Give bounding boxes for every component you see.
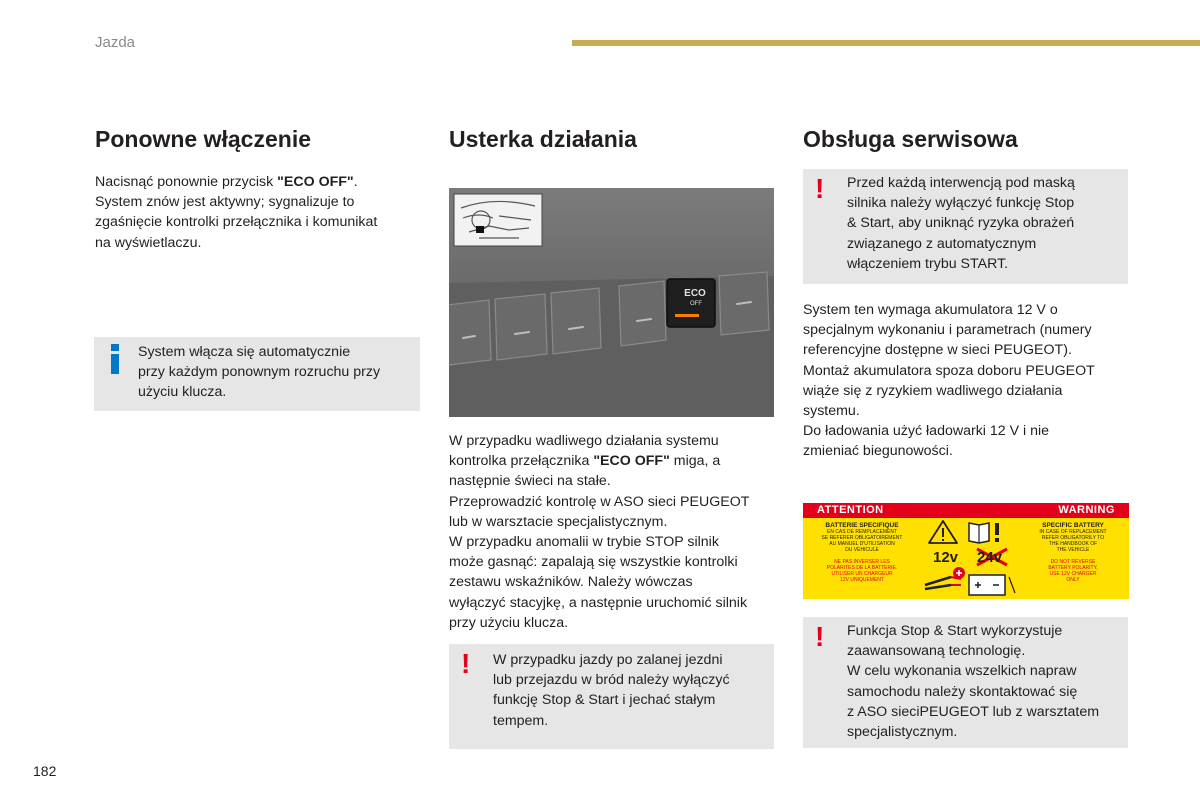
label-attention-text: ATTENTION — [817, 504, 884, 516]
warning-note-line: specjalistycznym. — [847, 724, 958, 741]
col2-text: następnie świeci na stałe. — [449, 473, 611, 490]
heading-ponowne-wlaczenie: Ponowne włączenie — [95, 126, 311, 152]
eco-off-button-photo — [449, 188, 774, 417]
eco-button-label: ECO — [684, 288, 706, 299]
label-text: BATTERIE SPECIFIQUE — [825, 522, 899, 529]
warning-note-line: samochodu należy skontaktować się — [847, 683, 1078, 700]
header-accent-rule — [572, 40, 1200, 46]
label-text: POLARITES DE LA BATTERIE. — [826, 565, 898, 571]
label-text: DO NOT REVERSE — [1050, 559, 1096, 565]
warning-note-maintenance — [803, 169, 1128, 284]
warning-note-line: tempem. — [493, 712, 549, 729]
label-pictograms — [921, 519, 1017, 599]
label-text: DU VEHICULE — [845, 547, 879, 553]
info-note-line: przy każdym ponownym rozruchu przy — [138, 364, 381, 381]
col3-text: systemu. — [803, 403, 860, 420]
col3-text: Do ładowania użyć ładowarki 12 V i nie — [803, 423, 1050, 440]
col3-paragraph — [803, 300, 1133, 462]
label-text: NE PAS INVERSER LES — [834, 559, 890, 565]
col3-text: Montaż akumulatora spoza doboru PEUGEOT — [803, 362, 1095, 379]
label-24v-text: 24v — [977, 549, 1003, 566]
label-text: THE VEHICLE — [1056, 547, 1090, 553]
warning-note-line: z ASO sieciPEUGEOT lub z warsztatem — [847, 703, 1100, 720]
col1-paragraph — [95, 172, 425, 253]
warning-note-line: W celu wykonania wszelkich napraw — [847, 663, 1077, 680]
col3-text: specjalnym wykonaniu i parametrach (numery — [803, 322, 1092, 339]
col2-text: może gasnąć: zapalają się wszystkie kontrolki — [449, 554, 738, 571]
heading-obsluga-serwisowa: Obsługa serwisowa — [803, 126, 1018, 152]
label-text: BATTERY POLARITY, — [1048, 565, 1098, 571]
col2-text: W przypadku wadliwego działania systemu — [449, 433, 719, 449]
warning-note-line: włączeniem trybu START. — [847, 255, 1009, 272]
col3-text: referencyjne dostępne w sieci PEUGEOT). — [803, 342, 1072, 359]
warning-note-line: funkcję Stop & Start i jechać stałym — [493, 692, 716, 709]
col2-text: lub w warsztacie specjalistycznym. — [449, 513, 668, 530]
col2-text: kontrolka przełącznika — [449, 453, 594, 470]
label-english-column — [1018, 522, 1128, 583]
label-text: REFER OBLIGATORILY TO — [1041, 535, 1105, 541]
col2-text: wyłączyć stacyjkę, a następnie uruchomić silnik — [449, 594, 748, 611]
col2-text: Przeprowadzić kontrolę w ASO sieci PEUGEOT — [449, 493, 750, 510]
off-button-label: OFF — [690, 301, 702, 307]
warning-note-line: Funkcja Stop & Start wykorzystuje — [847, 623, 1063, 639]
warning-note-line: lub przejazdu w bród należy wyłączyć — [493, 672, 730, 689]
warning-exclamation-icon: ! — [815, 621, 825, 652]
warning-note-line: silnika należy wyłączyć funkcję Stop — [847, 195, 1075, 212]
col2-paragraph — [449, 431, 779, 633]
warning-note-technology — [803, 617, 1128, 748]
col3-text: wiąże się z ryzykiem wadliwego działania — [803, 382, 1063, 399]
warning-note-line: zaawansowaną technologię. — [847, 643, 1026, 660]
info-note-line: użyciu klucza. — [138, 384, 227, 401]
label-text: ONLY — [1066, 577, 1080, 583]
col2-text: przy użyciu klucza. — [449, 614, 569, 631]
warning-note-line: & Start, aby uniknąć ryzyka obrażeń — [847, 215, 1075, 232]
warning-note-line: Przed każdą interwencją pod maską — [847, 175, 1075, 191]
label-text: IN CASE OF REPLACEMENT — [1039, 529, 1107, 535]
col1-text: Nacisnąć ponownie przycisk — [95, 174, 278, 190]
label-text: SE REFERER OBLIGATOIREMENT — [821, 535, 903, 541]
section-label: Jazda — [95, 34, 136, 51]
col2-text: W przypadku anomalii w trybie STOP silnik — [449, 534, 719, 551]
eco-off-label: "ECO OFF" — [277, 174, 354, 190]
col1-text: . — [353, 174, 358, 190]
col2-text: miga, a — [669, 453, 721, 470]
eco-off-label: "ECO OFF" — [593, 453, 670, 470]
heading-usterka-dzialania: Usterka działania — [449, 126, 637, 152]
info-note — [94, 337, 420, 411]
label-french-column — [807, 522, 917, 583]
battery-icon — [969, 575, 1005, 595]
col3-text: System ten wymaga akumulatora 12 V o — [803, 302, 1058, 318]
label-text: EN CAS DE REMPLACEMENT — [826, 529, 897, 535]
col1-text: na wyświetlaczu. — [95, 234, 202, 251]
label-text: UTILISER UN CHARGEUR — [831, 571, 893, 577]
col3-text: zmieniać biegunowości. — [803, 443, 953, 460]
label-text: THE HANDBOOK OF — [1048, 541, 1098, 547]
label-12v-text: 12v — [933, 549, 959, 566]
col2-text: zestawu wskaźników. Należy wówczas — [449, 574, 693, 591]
warning-exclamation-icon: ! — [815, 173, 825, 204]
warning-exclamation-icon: ! — [461, 648, 471, 679]
label-text: SPECIFIC BATTERY — [1042, 522, 1104, 529]
page-number: 182 — [33, 763, 57, 779]
battery-warning-label — [803, 503, 1129, 599]
charger-clamps-icon — [925, 577, 951, 589]
label-text: AU MANUEL D'UTILISATION — [829, 541, 895, 547]
warning-note-line: W przypadku jazdy po zalanej jezdni — [493, 652, 723, 668]
info-icon — [110, 344, 120, 379]
label-warning-text: WARNING — [1058, 504, 1115, 516]
col1-text: System znów jest aktywny; sygnalizuje to — [95, 194, 355, 211]
label-text: 12V UNIQUEMENT — [840, 577, 884, 583]
label-text: USE 12V CHARGER — [1049, 571, 1097, 577]
col1-text: zgaśnięcie kontrolki przełącznika i komunikat — [95, 214, 378, 231]
warning-note-flood — [449, 644, 774, 749]
info-note-line: System włącza się automatycznie — [138, 344, 351, 360]
warning-note-line: związanego z automatycznym — [847, 235, 1037, 252]
